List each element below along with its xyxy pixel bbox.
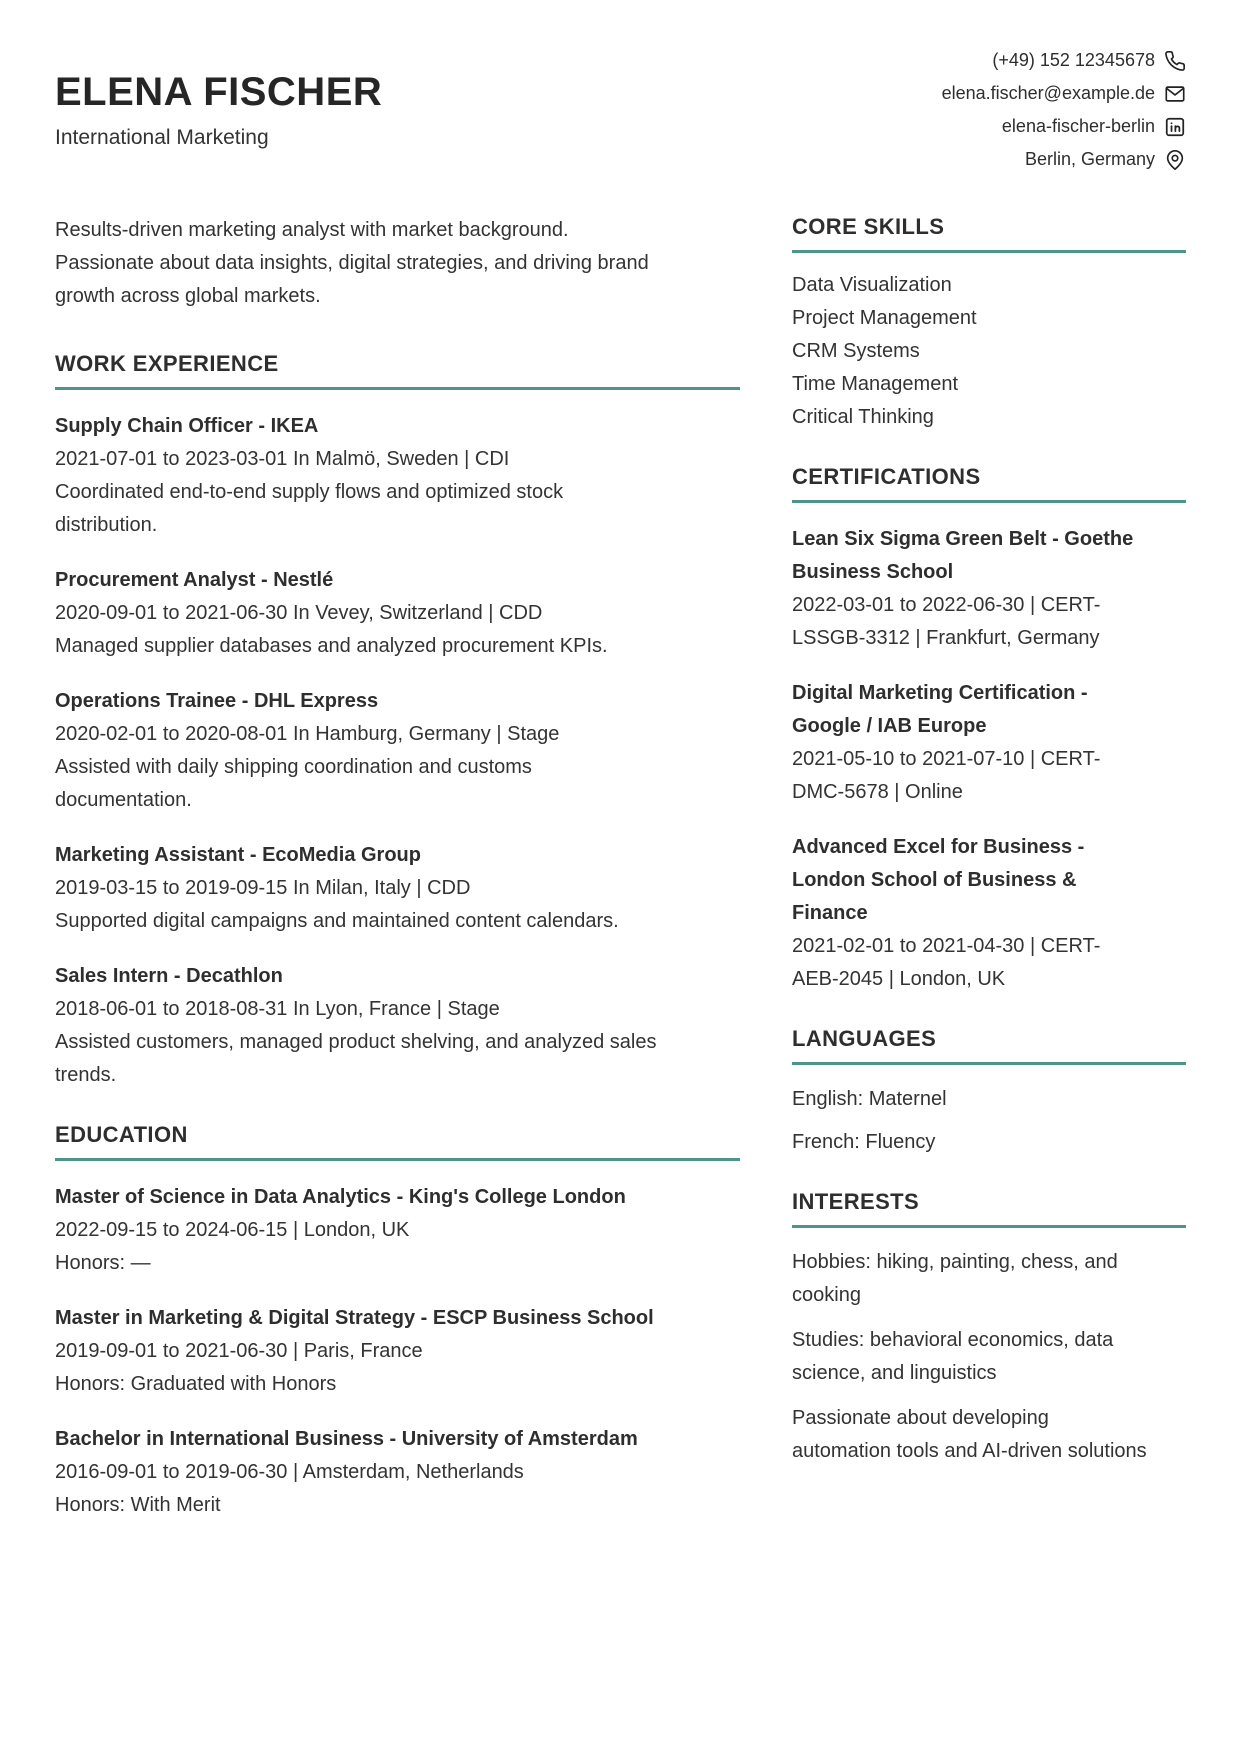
phone-icon xyxy=(1164,50,1186,72)
work-entry-meta: 2018-06-01 to 2018-08-31 In Lyon, France | Stage xyxy=(55,998,500,1020)
resume-header xyxy=(55,44,1186,176)
work-entry-description: Managed supplier databases and analyzed procurement KPIs. xyxy=(55,635,608,657)
skill-item: Project Management xyxy=(792,307,977,329)
certification-entry-meta: 2022-03-01 to 2022-06-30 | CERT-LSSGB-3312 | Frankfurt, Germany xyxy=(792,594,1101,649)
section-certifications xyxy=(792,464,1186,996)
skill-item: Critical Thinking xyxy=(792,406,934,428)
certification-entry-title: Lean Six Sigma Green Belt - Goethe Business School xyxy=(792,528,1134,583)
skill-item: Time Management xyxy=(792,373,958,395)
work-entry-title: Procurement Analyst - Nestlé xyxy=(55,569,334,591)
work-entry-title: Operations Trainee - DHL Express xyxy=(55,690,379,712)
education-entry-title: Master in Marketing & Digital Strategy - ESCP Business School xyxy=(55,1307,654,1329)
work-entry xyxy=(55,556,667,663)
certification-entry xyxy=(792,515,1147,655)
identity-block xyxy=(55,44,382,150)
profile-summary: Results-driven marketing analyst with market background. Passionate about data insights, digital strategies, and driving brand growth across global markets. xyxy=(55,219,649,307)
section-core-skills xyxy=(792,214,1186,434)
education-entry-title: Bachelor in International Business - University of Amsterdam xyxy=(55,1428,638,1450)
work-entry-description: Supported digital campaigns and maintained content calendars. xyxy=(55,910,619,932)
contact-linkedin xyxy=(1002,110,1186,143)
work-entry-meta: 2020-09-01 to 2021-06-30 In Vevey, Switzerland | CDD xyxy=(55,602,543,624)
section-interests xyxy=(792,1189,1186,1468)
skill-item: CRM Systems xyxy=(792,340,920,362)
work-experience-heading: WORK EXPERIENCE xyxy=(55,351,740,390)
work-entry-description: Assisted customers, managed product shelving, and analyzed sales trends. xyxy=(55,1031,657,1086)
interest-item: Hobbies: hiking, painting, chess, and cooking xyxy=(792,1251,1118,1306)
certification-entry-title: Advanced Excel for Business - London School of Business & Finance xyxy=(792,836,1085,924)
work-entry-title: Sales Intern - Decathlon xyxy=(55,965,283,987)
core-skills-list xyxy=(792,265,1147,434)
contact-email-text: elena.fischer@example.de xyxy=(941,83,1155,103)
contact-location-text: Berlin, Germany xyxy=(1024,149,1155,169)
certifications-heading: CERTIFICATIONS xyxy=(792,464,1186,503)
languages-heading: LANGUAGES xyxy=(792,1026,1186,1065)
education-entry xyxy=(55,1173,667,1280)
work-entry xyxy=(55,677,667,817)
work-entry-meta: 2019-03-15 to 2019-09-15 In Milan, Italy | CDD xyxy=(55,877,471,899)
skill-item: Data Visualization xyxy=(792,274,952,296)
core-skills-heading: CORE SKILLS xyxy=(792,214,1186,253)
work-entry-description: Assisted with daily shipping coordination and customs documentation. xyxy=(55,756,532,811)
location-icon xyxy=(1164,149,1186,171)
work-entry-meta: 2021-07-01 to 2023-03-01 In Malmö, Sweden | CDI xyxy=(55,448,510,470)
certification-entry xyxy=(792,669,1147,809)
work-entry xyxy=(55,831,667,938)
work-entry-meta: 2020-02-01 to 2020-08-01 In Hamburg, Germany | Stage xyxy=(55,723,560,745)
certification-entry-meta: 2021-05-10 to 2021-07-10 | CERT-DMC-5678 | Online xyxy=(792,748,1101,803)
contact-block xyxy=(942,44,1186,176)
interest-item: Studies: behavioral economics, data science, and linguistics xyxy=(792,1329,1114,1384)
section-work-experience xyxy=(55,351,740,1092)
education-entry-honors: Honors: — xyxy=(55,1252,151,1274)
education-entry-meta: 2019-09-01 to 2021-06-30 | Paris, France xyxy=(55,1340,423,1362)
contact-phone-text: (+49) 152 12345678 xyxy=(992,50,1155,70)
email-icon xyxy=(1164,83,1186,105)
work-entry-title: Marketing Assistant - EcoMedia Group xyxy=(55,844,421,866)
section-languages xyxy=(792,1026,1186,1159)
interests-heading: INTERESTS xyxy=(792,1189,1186,1228)
left-column xyxy=(55,214,740,1552)
language-item: English: Maternel xyxy=(792,1088,947,1110)
work-entry-description: Coordinated end-to-end supply flows and optimized stock distribution. xyxy=(55,481,564,536)
interests-list xyxy=(792,1240,1147,1468)
work-entry xyxy=(55,402,667,542)
contact-location xyxy=(1025,143,1186,176)
education-entry-meta: 2016-09-01 to 2019-06-30 | Amsterdam, Netherlands xyxy=(55,1461,524,1483)
contact-email xyxy=(942,77,1186,110)
resume-columns xyxy=(55,214,1186,1552)
work-entry-title: Supply Chain Officer - IKEA xyxy=(55,415,319,437)
certification-entry xyxy=(792,823,1147,996)
languages-list xyxy=(792,1077,1147,1159)
section-education xyxy=(55,1122,740,1522)
interest-item: Passionate about developing automation tools and AI-driven solutions xyxy=(792,1407,1147,1462)
education-entry-honors: Honors: Graduated with Honors xyxy=(55,1373,337,1395)
certification-entry-meta: 2021-02-01 to 2021-04-30 | CERT-AEB-2045 | London, UK xyxy=(792,935,1101,990)
contact-linkedin-text: elena-fischer-berlin xyxy=(1001,116,1155,136)
language-item: French: Fluency xyxy=(792,1131,936,1153)
person-job-title: International Marketing xyxy=(55,126,269,149)
education-entry-title: Master of Science in Data Analytics - King's College London xyxy=(55,1186,626,1208)
work-entry xyxy=(55,952,667,1092)
right-column xyxy=(792,214,1186,1552)
education-heading: EDUCATION xyxy=(55,1122,740,1161)
linkedin-icon xyxy=(1164,116,1186,138)
education-entry-honors: Honors: With Merit xyxy=(55,1494,221,1516)
education-entry xyxy=(55,1415,667,1522)
certification-entry-title: Digital Marketing Certification - Google / IAB Europe xyxy=(792,682,1088,737)
education-entry-meta: 2022-09-15 to 2024-06-15 | London, UK xyxy=(55,1219,410,1241)
contact-phone xyxy=(992,44,1186,77)
person-name: ELENA FISCHER xyxy=(55,70,383,114)
education-entry xyxy=(55,1294,667,1401)
